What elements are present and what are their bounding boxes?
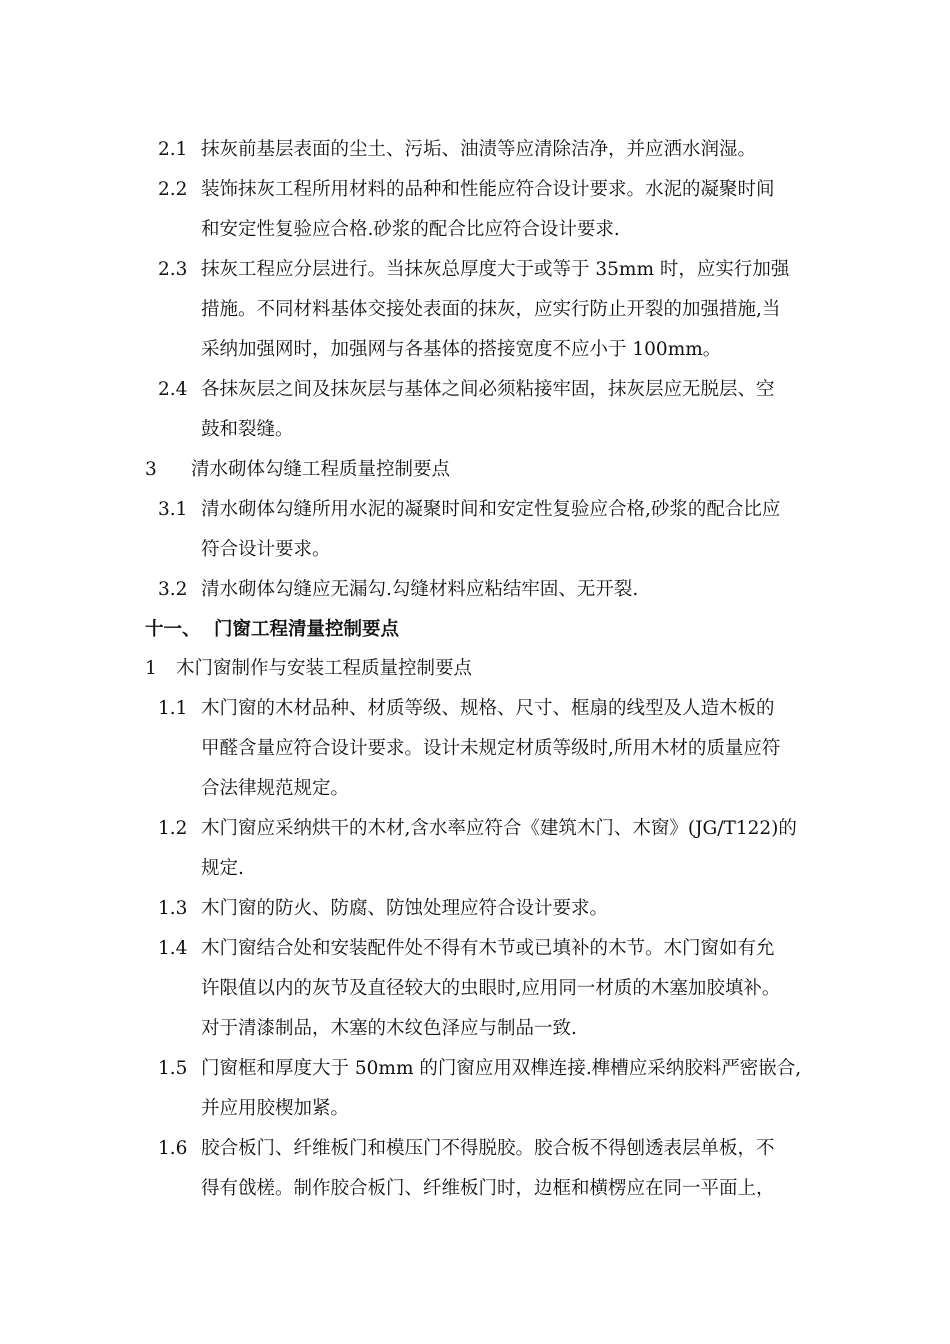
- paragraph-line: 各抹灰层之间及抹灰层与基体之间必须粘接牢固，抹灰层应无脱层、空: [201, 379, 775, 400]
- item-number: 2.3: [158, 259, 188, 280]
- paragraph-line: 清水砌体勾缝所用水泥的凝聚时间和安定性复验应合格,砂浆的配合比应: [201, 499, 781, 520]
- paragraph-line: 措施。不同材料基体交接处表面的抹灰，应实行防止开裂的加强措施,当: [201, 299, 781, 320]
- paragraph-line: 抹灰前基层表面的尘土、污垢、油渍等应清除洁净，并应洒水润湿。: [201, 139, 757, 160]
- paragraph-line: 木门窗结合处和安装配件处不得有木节或已填补的木节。木门窗如有允: [201, 938, 775, 959]
- item-number: 1.6: [158, 1138, 188, 1159]
- paragraph-line: 木门窗制作与安装工程质量控制要点: [176, 658, 473, 679]
- paragraph-line: 清水砌体勾缝应无漏勾.勾缝材料应粘结牢固、无开裂.: [201, 579, 639, 600]
- paragraph-line: 木门窗的防火、防腐、防蚀处理应符合设计要求。: [201, 898, 609, 919]
- item-number: 十一、: [145, 619, 201, 640]
- paragraph-line: 对于清漆制品，木塞的木纹色泽应与制品一致.: [201, 1018, 577, 1039]
- item-number: 1.3: [158, 898, 188, 919]
- paragraph-line: 木门窗应采纳烘干的木材,含水率应符合《建筑木门、木窗》(JG/T122)的: [201, 818, 797, 839]
- item-number: 3.2: [158, 579, 188, 600]
- paragraph-line: 合法律规范规定。: [201, 778, 350, 799]
- paragraph-line: 胶合板门、纤维板门和模压门不得脱胶。胶合板不得刨透表层单板，不: [201, 1138, 775, 1159]
- item-number: 3.1: [158, 499, 188, 520]
- item-number: 1.4: [158, 938, 188, 959]
- item-number: 1: [145, 658, 157, 679]
- paragraph-line: 甲醛含量应符合设计要求。设计未规定材质等级时,所用木材的质量应符: [201, 738, 781, 759]
- item-number: 1.1: [158, 698, 188, 719]
- paragraph-line: 清水砌体勾缝工程质量控制要点: [191, 459, 451, 480]
- paragraph-line: 许限值以内的灰节及直径较大的虫眼时,应用同一材质的木塞加胶填补。: [201, 978, 781, 999]
- paragraph-line: 鼓和裂缝。: [201, 419, 294, 440]
- item-number: 2.4: [158, 379, 188, 400]
- item-number: 1.5: [158, 1058, 188, 1079]
- paragraph-line: 装饰抹灰工程所用材料的品种和性能应符合设计要求。水泥的凝聚时间: [201, 179, 775, 200]
- paragraph-line: 规定.: [201, 858, 244, 879]
- paragraph-line: 门窗框和厚度大于 50mm 的门窗应用双榫连接.榫槽应采纳胶料严密嵌合,: [201, 1058, 802, 1079]
- paragraph-line: 采纳加强网时，加强网与各基体的搭接宽度不应小于 100mm。: [201, 339, 722, 360]
- paragraph-line: 符合设计要求。: [201, 539, 331, 560]
- paragraph-line: 得有戗槎。制作胶合板门、纤维板门时，边框和横楞应在同一平面上，: [201, 1178, 775, 1199]
- item-number: 3: [145, 459, 157, 480]
- section-heading: 门窗工程清量控制要点: [214, 619, 400, 640]
- paragraph-line: 抹灰工程应分层进行。当抹灰总厚度大于或等于 35mm 时，应实行加强: [201, 259, 790, 280]
- paragraph-line: 并应用胶楔加紧。: [201, 1098, 350, 1119]
- item-number: 1.2: [158, 818, 188, 839]
- item-number: 2.2: [158, 179, 188, 200]
- item-number: 2.1: [158, 139, 188, 160]
- paragraph-line: 木门窗的木材品种、材质等级、规格、尺寸、框扇的线型及人造木板的: [201, 698, 775, 719]
- paragraph-line: 和安定性复验应合格.砂浆的配合比应符合设计要求.: [201, 219, 620, 240]
